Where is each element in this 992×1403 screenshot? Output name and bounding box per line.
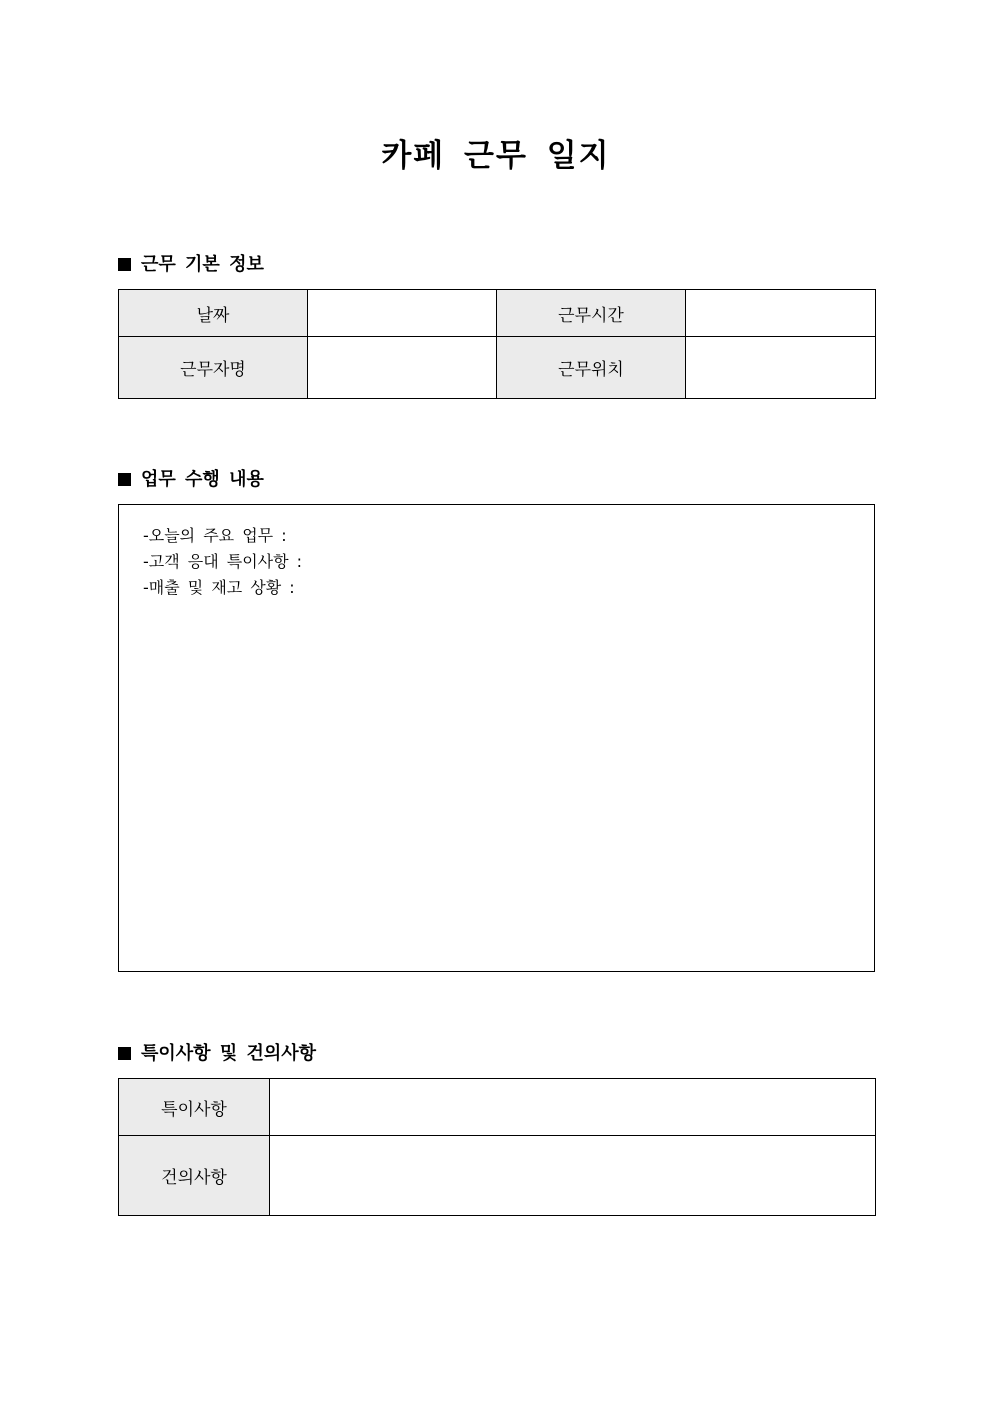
- work-location-field[interactable]: [686, 337, 876, 399]
- special-notes-field[interactable]: [270, 1079, 876, 1136]
- notes-table: [118, 1078, 876, 1216]
- table-row: [119, 290, 876, 337]
- work-content-box[interactable]: [118, 504, 875, 972]
- special-notes-label: 특이사항: [119, 1079, 270, 1136]
- work-content-lines: [143, 523, 302, 601]
- table-row: [119, 1079, 876, 1136]
- table-row: [119, 1136, 876, 1216]
- square-bullet-icon: [118, 258, 131, 271]
- worker-name-label: 근무자명: [119, 337, 308, 399]
- section-heading-text: 근무 기본 정보: [141, 254, 264, 275]
- sales-inventory-line: -매출 및 재고 상황 :: [143, 578, 295, 597]
- work-location-label: 근무위치: [497, 337, 686, 399]
- suggestions-label: 건의사항: [119, 1136, 270, 1216]
- work-hours-field[interactable]: [686, 290, 876, 337]
- date-label: 날짜: [119, 290, 308, 337]
- date-field[interactable]: [308, 290, 497, 337]
- page-title: 카페 근무 일지: [381, 138, 611, 174]
- square-bullet-icon: [118, 473, 131, 486]
- main-tasks-line: -오늘의 주요 업무 :: [143, 526, 287, 545]
- section-heading-text: 업무 수행 내용: [141, 469, 264, 490]
- basic-info-table: [118, 289, 876, 399]
- section-heading-notes: [118, 1041, 316, 1067]
- section-heading-text: 특이사항 및 건의사항: [141, 1043, 317, 1064]
- worker-name-field[interactable]: [308, 337, 497, 399]
- section-heading-work: [118, 467, 264, 493]
- section-heading-basic-info: [118, 252, 264, 278]
- suggestions-field[interactable]: [270, 1136, 876, 1216]
- table-row: [119, 337, 876, 399]
- customer-notes-line: -고객 응대 특이사항 :: [143, 552, 303, 571]
- square-bullet-icon: [118, 1047, 131, 1060]
- work-hours-label: 근무시간: [497, 290, 686, 337]
